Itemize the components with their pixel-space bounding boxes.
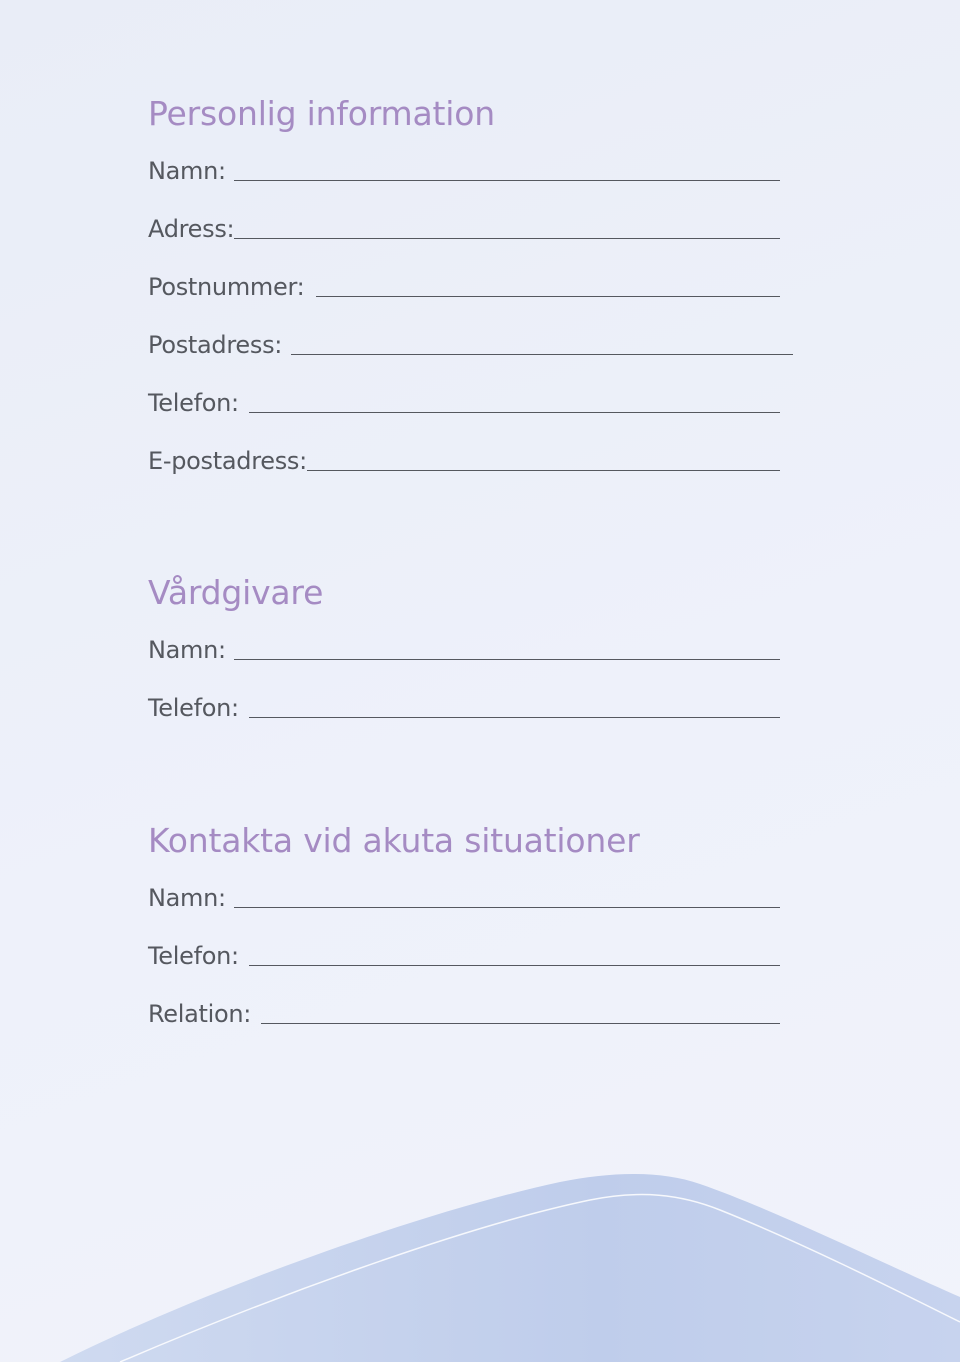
fill-in-line[interactable] <box>249 717 780 718</box>
section-title: Vårdgivare <box>148 573 324 612</box>
field-label: Namn: <box>148 636 226 664</box>
fill-in-line[interactable] <box>234 907 780 908</box>
field-label: Namn: <box>148 884 226 912</box>
field-label: Telefon: <box>148 389 239 417</box>
form-row-name <box>148 154 780 186</box>
fill-in-line[interactable] <box>234 659 780 660</box>
form-row-address <box>148 212 780 244</box>
fill-in-line[interactable] <box>234 180 780 181</box>
field-label: Telefon: <box>148 694 239 722</box>
form-row-relation <box>148 997 780 1029</box>
form-row-phone <box>148 691 780 723</box>
section-care-provider <box>148 573 808 722</box>
section-emergency-contact <box>148 821 808 1028</box>
fill-in-line[interactable] <box>249 412 780 413</box>
fill-in-line[interactable] <box>316 296 780 297</box>
field-label: Postnummer: <box>148 273 305 301</box>
wave-shape <box>60 1174 960 1362</box>
field-label: Relation: <box>148 1000 252 1028</box>
fill-in-line[interactable] <box>307 470 780 471</box>
field-label: Namn: <box>148 157 226 185</box>
form-row-email <box>148 444 780 476</box>
fill-in-line[interactable] <box>261 1023 780 1024</box>
fill-in-line[interactable] <box>291 354 793 355</box>
field-label: Adress: <box>148 215 235 243</box>
form-row-phone <box>148 939 780 971</box>
form-row-phone <box>148 386 780 418</box>
decorative-wave <box>0 1172 960 1362</box>
section-title: Kontakta vid akuta situationer <box>148 821 640 860</box>
form-row-postal-code <box>148 270 780 302</box>
section-personal-information <box>148 94 808 475</box>
field-label: Postadress: <box>148 331 283 359</box>
fill-in-line[interactable] <box>249 965 780 966</box>
field-label: Telefon: <box>148 942 239 970</box>
form-row-postal-address <box>148 328 793 360</box>
section-title: Personlig information <box>148 94 495 133</box>
fill-in-line[interactable] <box>234 238 780 239</box>
form-row-name <box>148 881 780 913</box>
form-row-name <box>148 633 780 665</box>
field-label: E-postadress: <box>148 447 307 475</box>
